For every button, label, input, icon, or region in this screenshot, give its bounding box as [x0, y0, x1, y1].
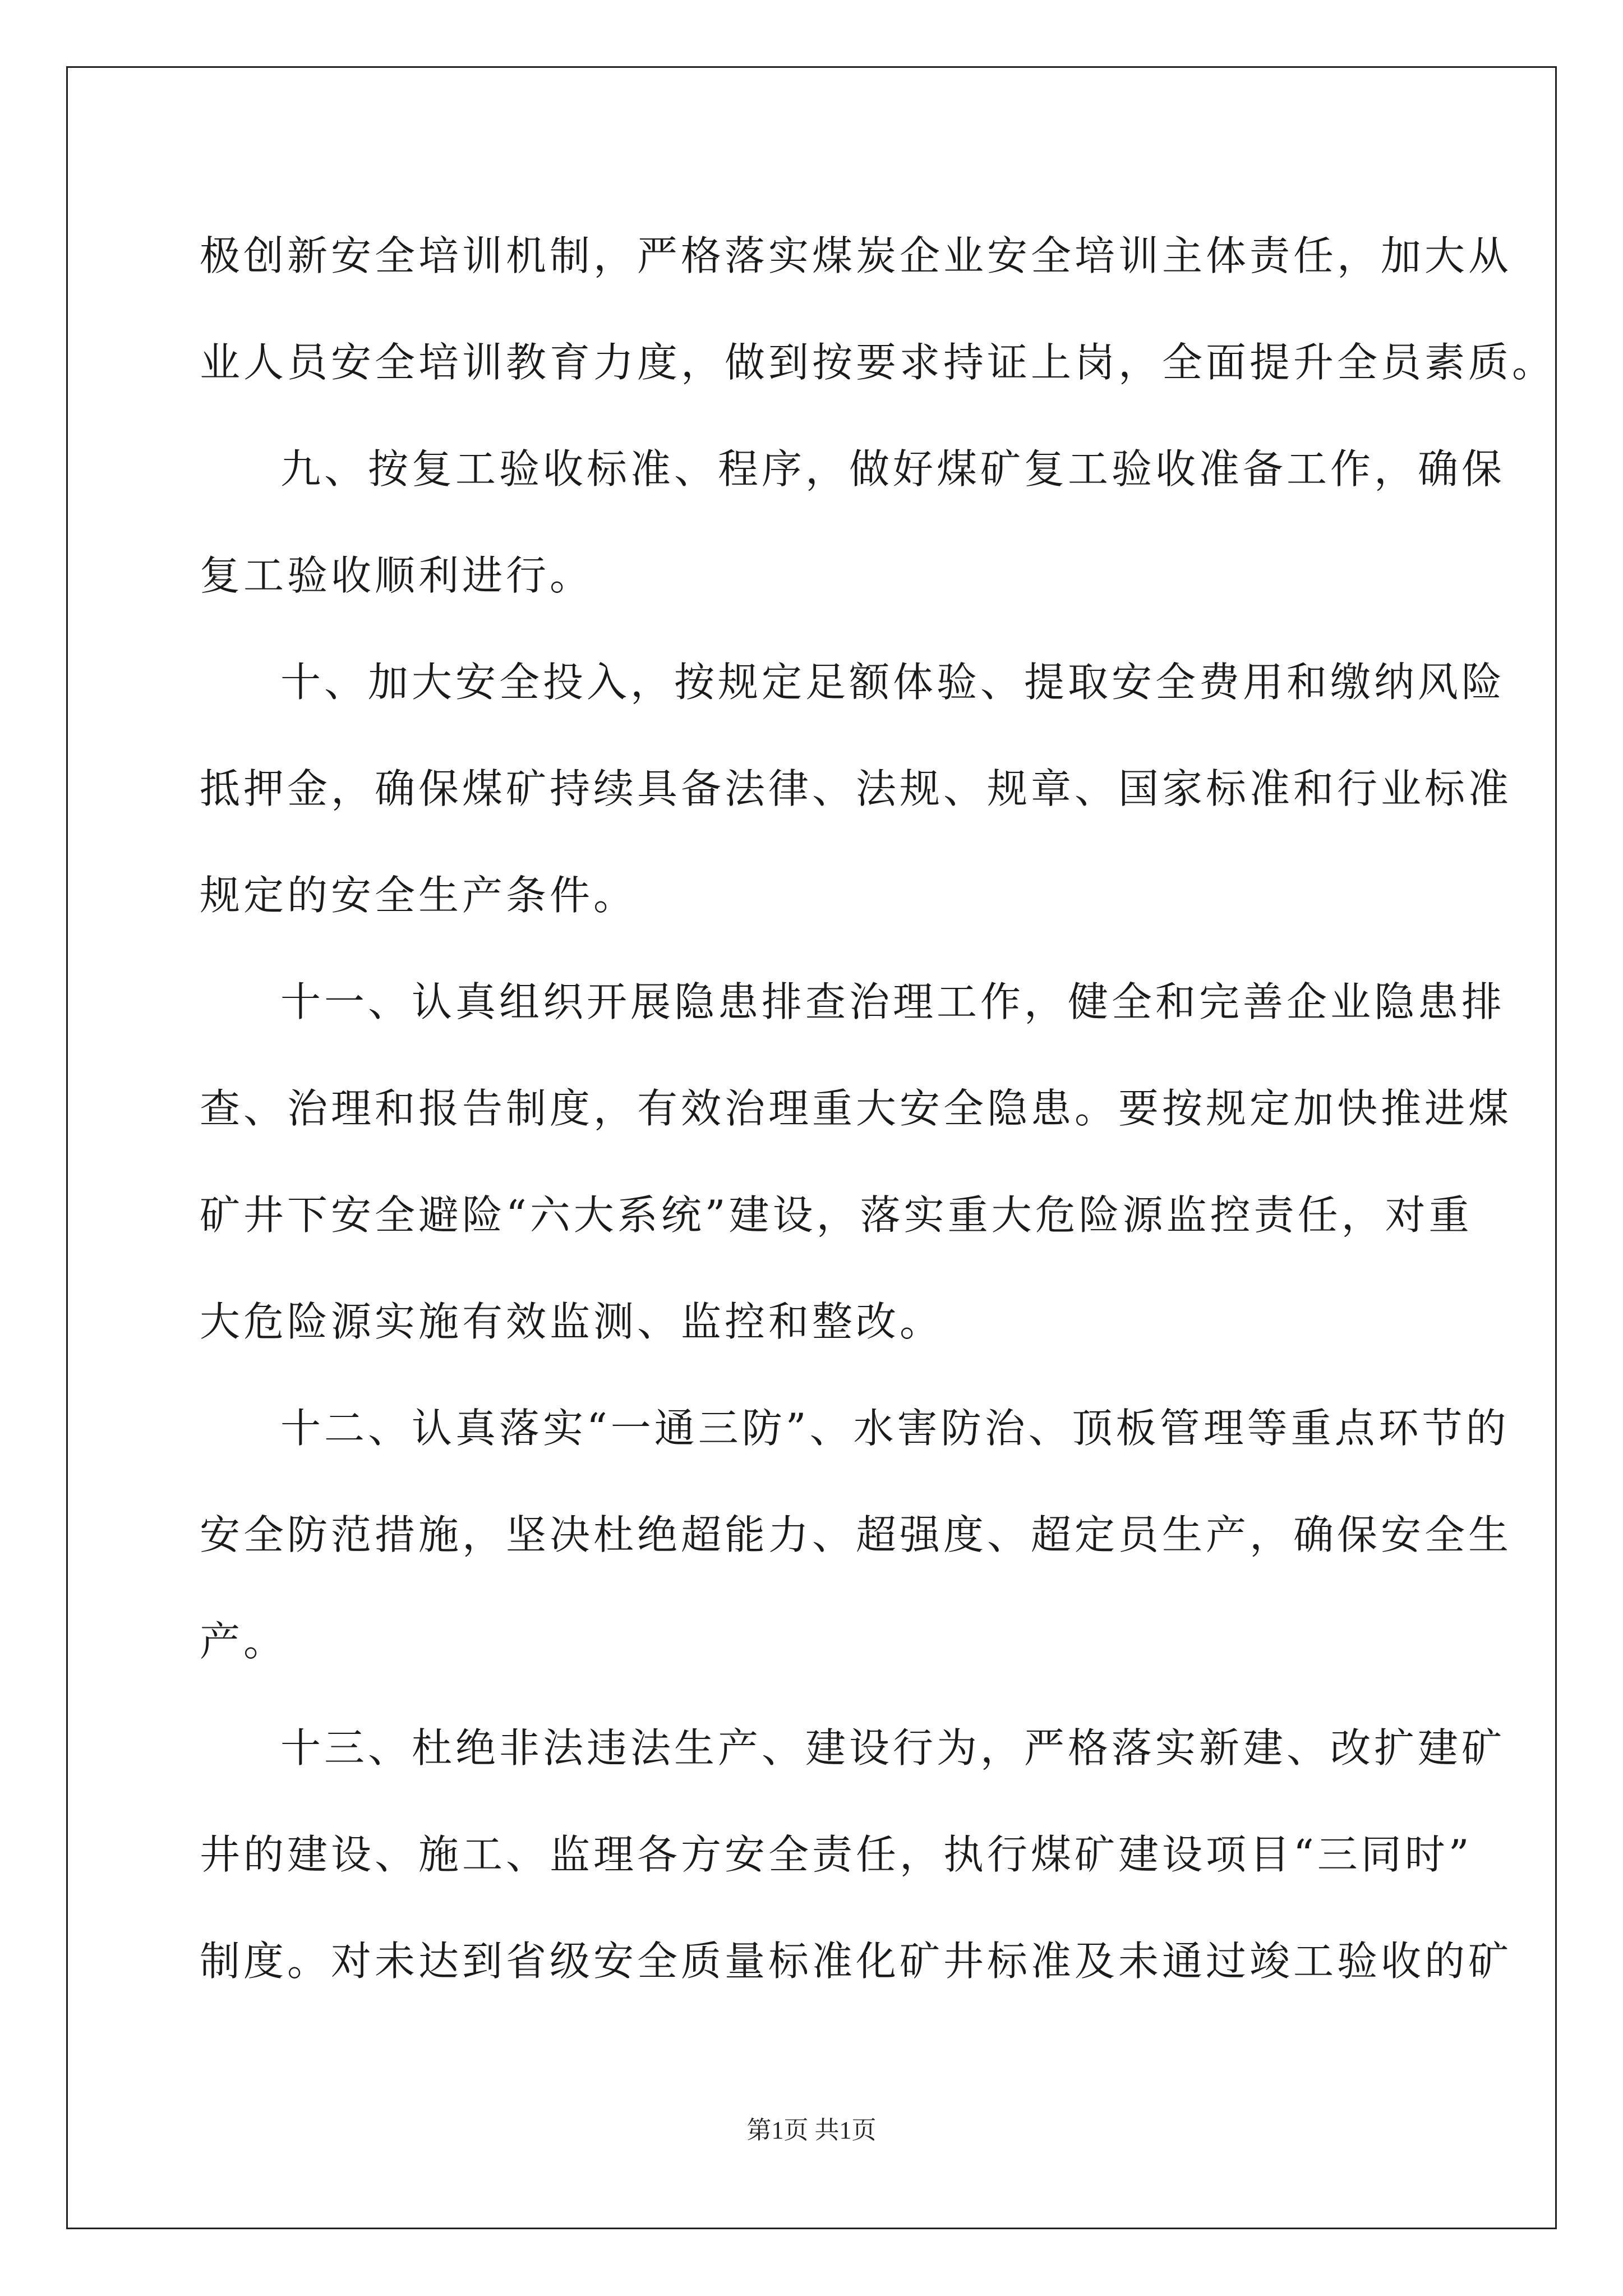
- text-line: 产。: [200, 1618, 288, 1665]
- page-border: [66, 66, 1557, 2229]
- text-line: 大危险源实施有效监测、监控和整改。: [200, 1298, 944, 1345]
- text-line: 极创新安全培训机制，严格落实煤炭企业安全培训主体责任，加大从: [200, 232, 1513, 279]
- text-line: 查、治理和报告制度，有效治理重大安全隐患。要按规定加快推进煤: [200, 1085, 1513, 1132]
- text-line: 复工验收顺利进行。: [200, 552, 594, 599]
- text-line: 抵押金，确保煤矿持续具备法律、法规、规章、国家标准和行业标准: [200, 765, 1513, 812]
- paragraph-start-line: 十一、认真组织开展隐患排查治理工作，健全和完善企业隐患排: [280, 978, 1506, 1025]
- text-line: 制度。对未达到省级安全质量标准化矿井标准及未通过竣工验收的矿: [200, 1938, 1513, 1985]
- paragraph-start-line: 十、加大安全投入，按规定足额体验、提取安全费用和缴纳风险: [280, 659, 1506, 706]
- text-line: 业人员安全培训教育力度，做到按要求持证上岗，全面提升全员素质。: [200, 339, 1556, 386]
- text-line: 安全防范措施，坚决杜绝超能力、超强度、超定员生产，确保安全生: [200, 1511, 1513, 1558]
- page-number-footer: 第1页 共1页: [746, 2116, 877, 2144]
- text-line: 规定的安全生产条件。: [200, 872, 638, 919]
- paragraph-start-line: 十三、杜绝非法违法生产、建设行为，严格落实新建、改扩建矿: [280, 1724, 1506, 1772]
- text-line: 井的建设、施工、监理各方安全责任，执行煤矿建设项目“三同时”: [200, 1831, 1473, 1878]
- text-line: 矿井下安全避险“六大系统”建设，落实重大危险源监控责任，对重: [200, 1191, 1473, 1239]
- paragraph-start-line: 九、按复工验收标准、程序，做好煤矿复工验收准备工作，确保: [280, 445, 1506, 493]
- paragraph-start-line: 十二、认真落实“一通三防”、水害防治、顶板管理等重点环节的: [280, 1405, 1510, 1452]
